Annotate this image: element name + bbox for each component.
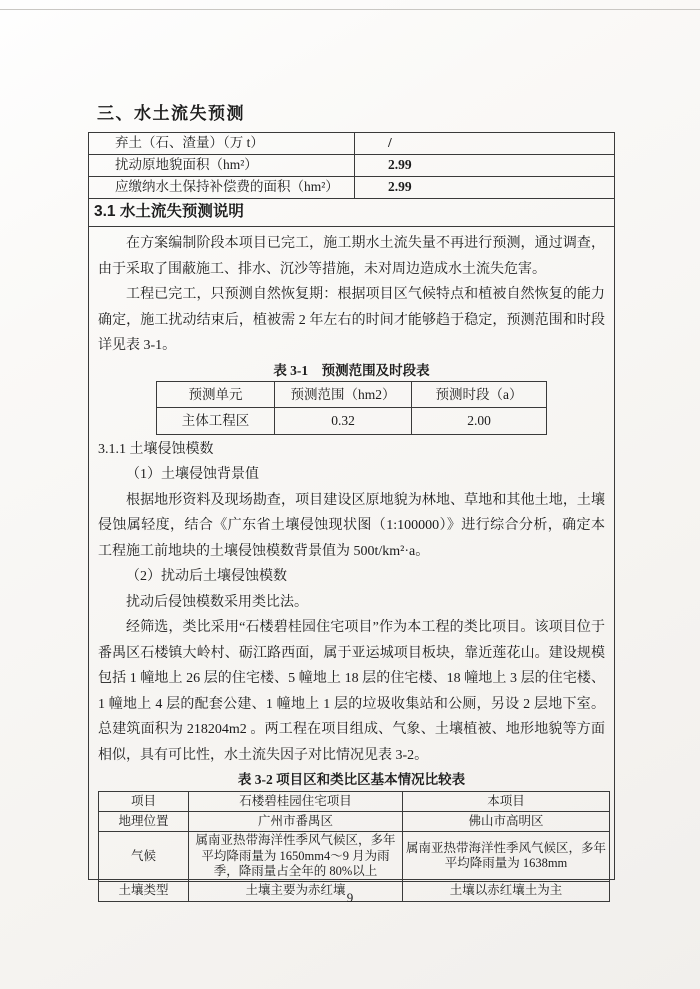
- section-31-heading: 3.1 水土流失预测说明: [89, 199, 614, 227]
- column-header: 预测范围（hm2）: [275, 381, 412, 408]
- report-form-table: [88, 132, 615, 898]
- table-cell: 主体工程区: [157, 408, 275, 435]
- table-cell: 广州市番禺区: [189, 812, 403, 832]
- table-cell: 0.32: [275, 408, 412, 435]
- section-311-heading: 3.1.1 土壤侵蚀模数: [98, 441, 214, 457]
- table-row: [89, 155, 614, 177]
- section-title: 三、水土流失预测: [97, 104, 245, 123]
- row-label: 扰动原地貌面积（hm²）: [89, 155, 355, 176]
- table-3-2-caption: 表 3-2 项目区和类比区基本情况比较表: [237, 772, 466, 787]
- paragraph: 经筛选，类比采用“石楼碧桂园住宅项目”作为本工程的类比项目。该项目位于番禺区石楼镇大岭村、砺江路西面，属于亚运城项目板块，靠近莲花山。建设规模包括 1 幢地上 26 层的住宅楼、5 幢地上 18 层的住宅楼、18 幢地上 3 层的住宅楼、1 幢地上 4 层的配套公建、1 幢地上 1 层的垃圾收集站和公厕，另设 2 层地下室。总建筑面积为 218204m2 。两工程在项目组成、气象、土壤植被、地形地貌等方面相似，具有可比性，水土流失因子对比情况见表 3-2。: [98, 620, 605, 763]
- table-cell: 土壤主要为赤红壤: [189, 881, 403, 901]
- column-header: 项目: [99, 792, 189, 812]
- row-value: 2.99: [388, 157, 412, 172]
- table-cell: 2.00: [412, 408, 547, 435]
- paragraph: 在方案编制阶段本项目已完工，施工期水土流失量不再进行预测，通过调查，由于采取了围蔽施工、排水、沉沙等措施，未对周边造成水土流失危害。: [98, 236, 605, 277]
- table-3-1-caption: 表 3-1 预测范围及时段表: [273, 362, 430, 378]
- list-item: （1）土壤侵蚀背景值: [126, 467, 259, 482]
- column-header: 本项目: [403, 792, 610, 812]
- table-cell: 气候: [99, 832, 189, 882]
- table-cell: 属南亚热带海洋性季风气候区，多年平均降雨量为 1650mm4～9 月为雨季，降雨量占全年的 80%以上: [189, 832, 403, 882]
- table-cell: 土壤类型: [99, 881, 189, 901]
- table-header-row: [99, 792, 610, 812]
- row-value: /: [388, 135, 392, 150]
- table-row: [89, 133, 614, 155]
- row-value: 2.99: [388, 179, 412, 194]
- column-header: 石楼碧桂园住宅项目: [189, 792, 403, 812]
- paragraph: 根据地形资料及现场勘查，项目建设区原地貌为林地、草地和其他土地，土壤侵蚀属轻度，结合《广东省土壤侵蚀现状图（1:100000）》进行综合分析，确定本工程施工前地块的土壤侵蚀模数背景值为 500t/km²·a。: [98, 492, 605, 559]
- table-3-2: [98, 791, 610, 902]
- column-header: 预测时段（a）: [412, 381, 547, 408]
- table-cell: 地理位置: [99, 812, 189, 832]
- row-label: 应缴纳水土保持补偿费的面积（hm²）: [89, 177, 355, 198]
- table-row: [99, 812, 610, 832]
- table-cell: 属南亚热带海洋性季风气候区，多年平均降雨量为 1638mm: [403, 832, 610, 882]
- table-row: [89, 177, 614, 199]
- row-label: 弃土（石、渣量）（万 t）: [89, 133, 355, 154]
- table-row: [99, 832, 610, 882]
- table-cell: 土壤以赤红壤土为主: [403, 881, 610, 901]
- paragraph: 工程已完工，只预测自然恢复期：根据项目区气候特点和植被自然恢复的能力确定，施工扰动结束后，植被需 2 年左右的时间才能够趋于稳定，预测范围和时段详见表 3-1。: [98, 287, 605, 353]
- paragraph: 扰动后侵蚀模数采用类比法。: [126, 594, 308, 610]
- table-cell: 佛山市高明区: [403, 812, 610, 832]
- table-3-1: [156, 381, 547, 435]
- list-item: （2）扰动后土壤侵蚀模数: [126, 569, 287, 584]
- table-header-row: [157, 381, 547, 408]
- section-body: [89, 227, 614, 902]
- column-header: 预测单元: [157, 381, 275, 408]
- scan-artifact-line: [0, 9, 700, 10]
- table-row: [157, 408, 547, 435]
- page-number: 9: [346, 890, 354, 905]
